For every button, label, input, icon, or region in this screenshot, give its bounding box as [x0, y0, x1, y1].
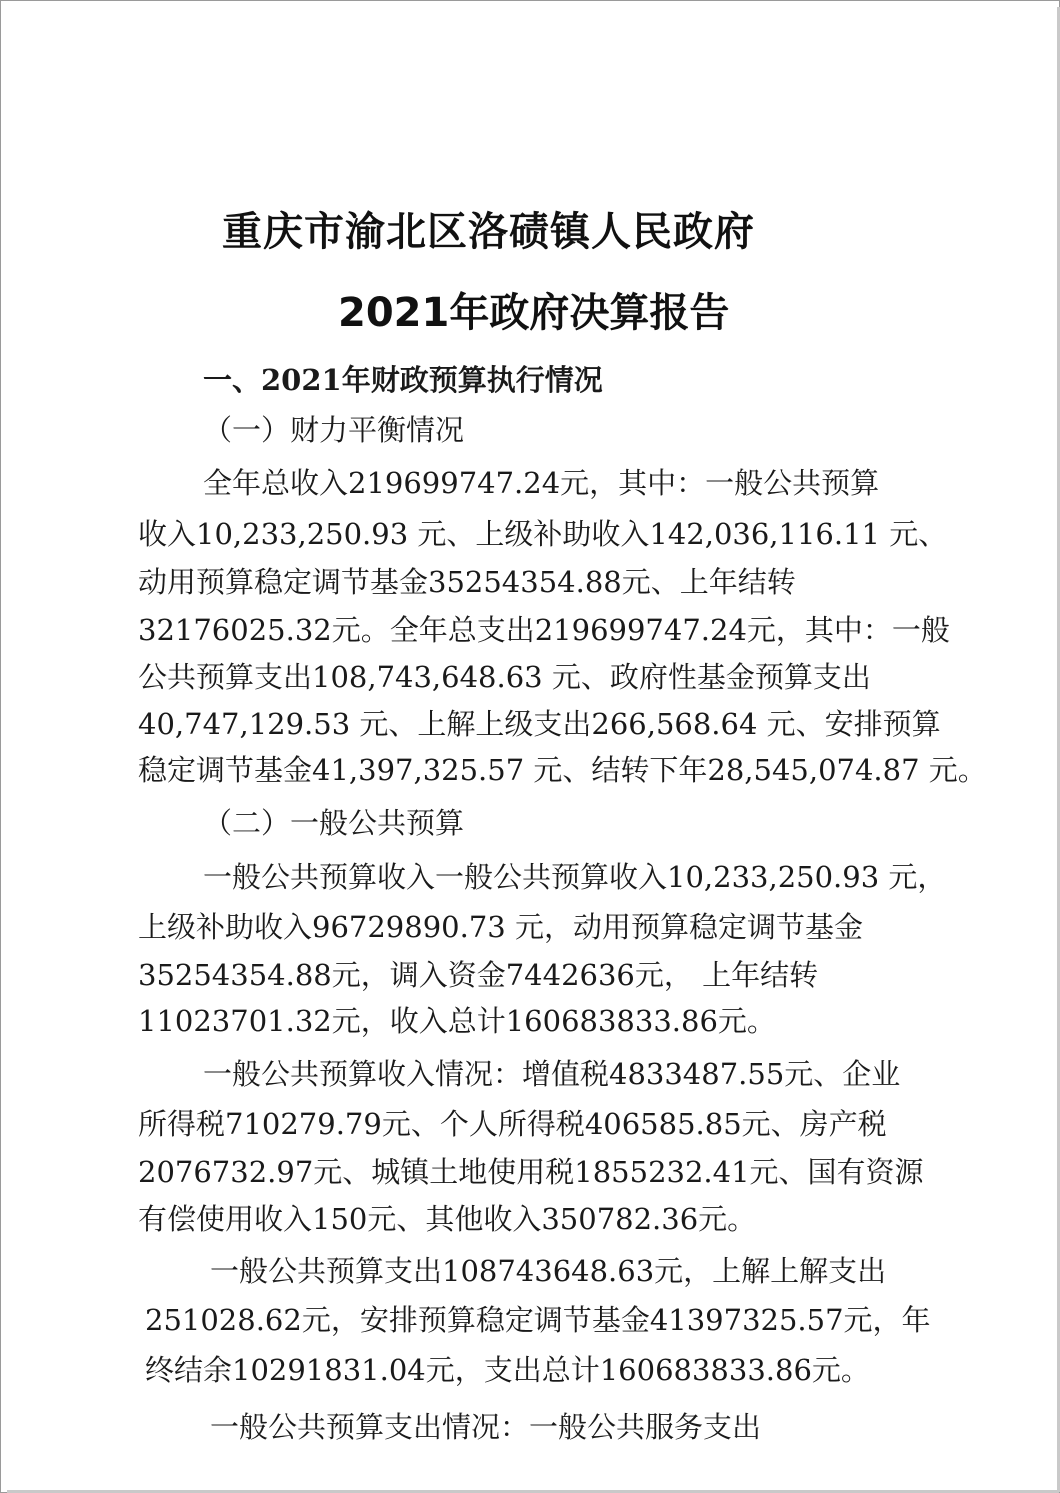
para2-line-1: 一般公共预算收入一般公共预算收入10,233,250.93 元， [203, 860, 947, 894]
para1-line-1: 全年总收入219699747.24元，其中：一般公共预算 [203, 466, 880, 500]
para3-line-3: 2076732.97元、城镇土地使用税1855232.41元、国有资源 [138, 1155, 924, 1189]
para3-line-2: 所得税710279.79元、个人所得税406585.85元、房产税 [138, 1107, 887, 1141]
para2-line-3: 35254354.88元，调入资金7442636元， 上年结转 [138, 958, 819, 992]
para4-line-3: 终结余10291831.04元，支出总计160683833.86元。 [145, 1353, 870, 1387]
para2-line-4: 11023701.32元，收入总计160683833.86元。 [138, 1004, 776, 1038]
document-title-line-1: 重庆市渝北区洛碛镇人民政府 [222, 209, 755, 255]
para5-line-1: 一般公共预算支出情况：一般公共服务支出 [210, 1410, 762, 1444]
para1-line-7: 稳定调节基金41,397,325.57 元、结转下年28,545,074.87 元。 [138, 753, 987, 787]
subsection-1-heading: （一）财力平衡情况 [203, 413, 465, 447]
para4-line-2: 251028.62元，安排预算稳定调节基金41397325.57元，年 [145, 1303, 931, 1337]
para3-line-4: 有偿使用收入150元、其他收入350782.36元。 [138, 1202, 757, 1236]
para1-line-6: 40,747,129.53 元、上解上级支出266,568.64 元、安排预算 [138, 707, 941, 741]
section-1-heading: 一、2021年财政预算执行情况 [203, 363, 603, 397]
document-title-line-2: 2021年政府决算报告 [338, 290, 730, 336]
para1-line-2: 收入10,233,250.93 元、上级补助收入142,036,116.11 元、 [138, 517, 948, 551]
para1-line-4: 32176025.32元。全年总支出219699747.24元，其中：一般 [138, 613, 950, 647]
subsection-2-heading: （二）一般公共预算 [203, 806, 465, 840]
para1-line-3: 动用预算稳定调节基金35254354.88元、上年结转 [138, 565, 796, 599]
para2-line-2: 上级补助收入96729890.73 元，动用预算稳定调节基金 [138, 910, 863, 944]
para4-line-1: 一般公共预算支出108743648.63元，上解上解支出 [210, 1254, 887, 1288]
para3-line-1: 一般公共预算收入情况：增值税4833487.55元、企业 [203, 1057, 901, 1091]
para1-line-5: 公共预算支出108,743,648.63 元、政府性基金预算支出 [138, 660, 871, 694]
